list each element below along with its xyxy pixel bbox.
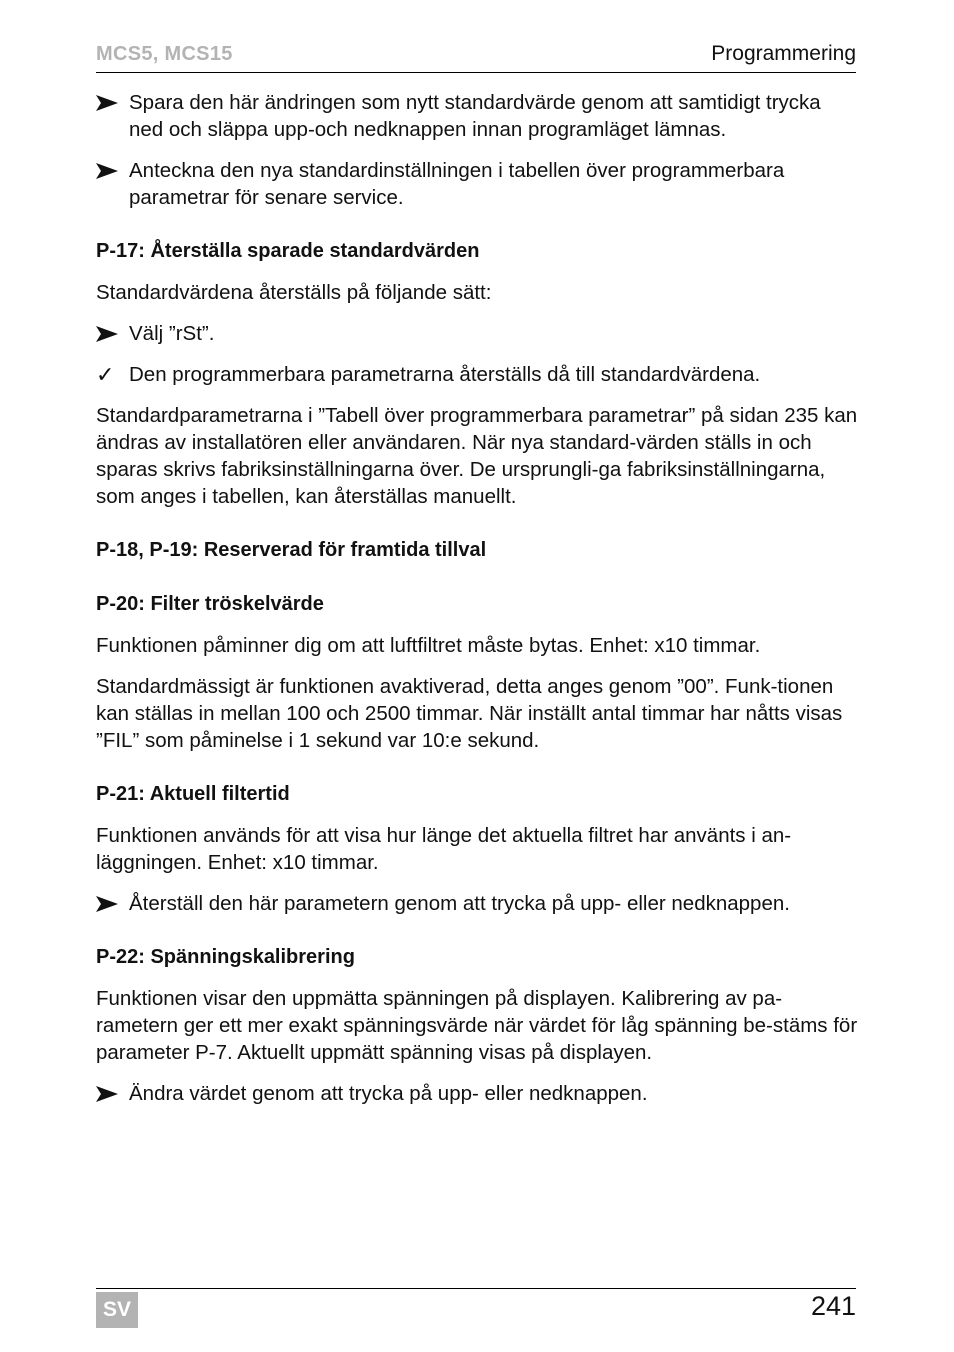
- list-item: [96, 1080, 858, 1107]
- list-item-text: Anteckna den nya standardinställningen i tabellen över programmerbara parametrar för senare service.: [129, 159, 785, 209]
- list-item-text: Spara den här ändringen som nytt standardvärde genom att samtidigt trycka ned och släppa upp-och nedknappen innan programläget lämnas.: [129, 91, 821, 141]
- section-heading: P-17: Återställa sparade standardvärden: [96, 240, 480, 262]
- section-heading: P-21: Aktuell filtertid: [96, 783, 290, 805]
- paragraph: Standardvärdena återställs på följande sätt:: [96, 281, 492, 304]
- list-item: [96, 361, 858, 388]
- section-heading: P-18, P-19: Reserverad för framtida tillval: [96, 539, 487, 561]
- footer-divider: [96, 1288, 856, 1289]
- arrow-bullet-icon: [96, 890, 124, 919]
- chapter-title: Programmering: [711, 42, 856, 65]
- checkmark-icon: ✓: [96, 362, 115, 387]
- page-number: 241: [810, 1291, 856, 1321]
- paragraph: Funktionen visar den uppmätta spänningen på displayen. Kalibrering av pa-rametern ger ett mer exakt spänningsvärde när värdet för låg spänning be-stäms för parameter P-7. Aktuellt uppmätt spänning visas på displayen.: [96, 987, 858, 1064]
- page-content: [96, 89, 858, 1121]
- paragraph: Standardmässigt är funktionen avaktiverad, detta anges genom ”00”. Funk-tionen kan ställas in mellan 100 och 2500 timmar. När inställt antal timmar har nåtts visas ”FIL” som påminelse i 1 sekund var 10:e sekund.: [96, 675, 843, 752]
- list-item: [96, 89, 858, 143]
- list-item: [96, 890, 858, 917]
- arrow-bullet-icon: [96, 320, 124, 349]
- list-item-text: Välj ”rSt”.: [129, 322, 215, 345]
- paragraph: Standardparametrarna i ”Tabell över programmerbara parametrar” på sidan 235 kan ändras av installatören eller användaren. När nya standard-värden ställs in och sparas skrivs fabriksinställningarna över. De ursprungli-ga fabriksinställningarna, som anges i tabellen, kan återställas manuellt.: [96, 404, 858, 508]
- paragraph: Funktionen används för att visa hur länge det aktuella filtret har använts i an-läggningen. Enhet: x10 timmar.: [96, 824, 792, 874]
- section-heading: P-20: Filter tröskelvärde: [96, 593, 324, 615]
- list-item-text: Ändra värdet genom att trycka på upp- eller nedknappen.: [129, 1082, 648, 1105]
- arrow-bullet-icon: [96, 157, 124, 186]
- page-header: [96, 40, 856, 73]
- list-item-text: Återställ den här parametern genom att trycka på upp- eller nedknappen.: [129, 892, 790, 915]
- arrow-bullet-icon: [96, 1080, 124, 1109]
- section-heading: P-22: Spänningskalibrering: [96, 946, 355, 968]
- product-name: MCS5, MCS15: [96, 43, 233, 65]
- list-item-text: Den programmerbara parametrarna återställs då till standardvärdena.: [129, 363, 761, 386]
- list-item: [96, 320, 858, 347]
- paragraph: Funktionen påminner dig om att luftfiltret måste bytas. Enhet: x10 timmar.: [96, 634, 761, 657]
- list-item: [96, 157, 858, 211]
- language-badge: SV: [96, 1292, 138, 1328]
- arrow-bullet-icon: [96, 89, 124, 118]
